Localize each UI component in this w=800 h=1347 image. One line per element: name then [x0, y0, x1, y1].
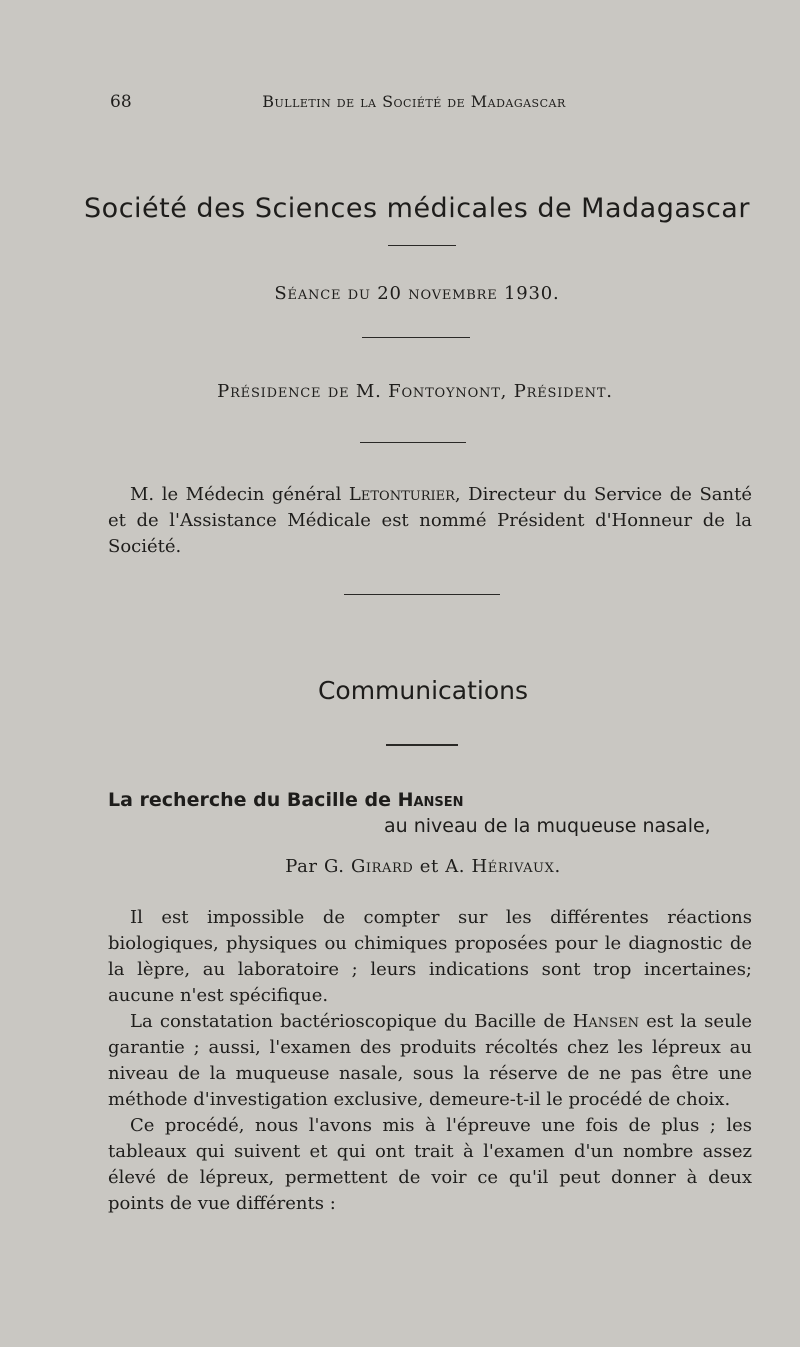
article-body — [108, 905, 752, 1217]
body-paragraph-3: Ce procédé, nous l'avons mis à l'épreuve une fois de plus ; les tableaux qui suivent et qui ont trait à l'examen d'un nombre assez élevé de lépreux, permettent de voir ce qu'il peut donner à deux points de vue différents : — [108, 1115, 752, 1214]
article-authors — [0, 856, 800, 877]
article-title-text: La recherche du Bacille de — [108, 789, 398, 811]
running-title: Bulletin de la Société de Madagascar — [262, 92, 566, 111]
author-1: Girard — [350, 856, 414, 877]
divider-5 — [386, 744, 458, 746]
society-title: Société des Sciences médicales de Madagascar — [84, 193, 750, 224]
p2-text-2: est la seule garantie ; aussi, l'examen des produits récoltés chez les lépreux au niveau de la muqueuse nasale, sous la réserve de ne pas être une méthode d'investigation exclusive, demeure-t-il le procédé de choix. — [108, 1011, 752, 1110]
article-title-name: Hansen — [397, 789, 464, 811]
article-title-line-2: au niveau de la muqueuse nasale, — [384, 815, 711, 837]
page-number: 68 — [110, 92, 132, 112]
body-paragraph-1: Il est impossible de compter sur les différentes réactions biologiques, physiques ou chimiques proposées pour le diagnostic de la lèpre, au laboratoire ; leurs indications sont trop incertaines; aucune n'est spécifique. — [108, 907, 752, 1006]
divider-3 — [360, 442, 466, 443]
divider-2 — [362, 337, 470, 338]
body-paragraph-2 — [108, 1009, 752, 1113]
p2-name: Hansen — [572, 1011, 639, 1032]
authors-prefix: Par G. — [285, 856, 351, 877]
author-2: Hérivaux — [471, 856, 555, 877]
announcement-paragraph — [108, 482, 752, 560]
announcement-name: Letonturier — [348, 484, 455, 505]
authors-suffix: . — [554, 856, 561, 877]
divider-4 — [344, 594, 500, 595]
announcement-text-1: M. le Médecin général — [130, 484, 349, 505]
article-title-line-1 — [108, 789, 464, 811]
p2-text-1: La constatation bactérioscopique du Bacille de — [130, 1011, 573, 1032]
announcement-text-2: , Directeur du Service de Santé et de l'Assistance Médicale est nommé Président d'Honneur de la Société. — [108, 484, 752, 557]
section-title: Communications — [317, 676, 529, 705]
session-date: Séance du 20 novembre 1930. — [274, 283, 560, 304]
authors-mid: et A. — [413, 856, 472, 877]
presidency-line: Présidence de M. Fontoynont, Président. — [217, 381, 613, 402]
divider-1 — [388, 245, 456, 246]
